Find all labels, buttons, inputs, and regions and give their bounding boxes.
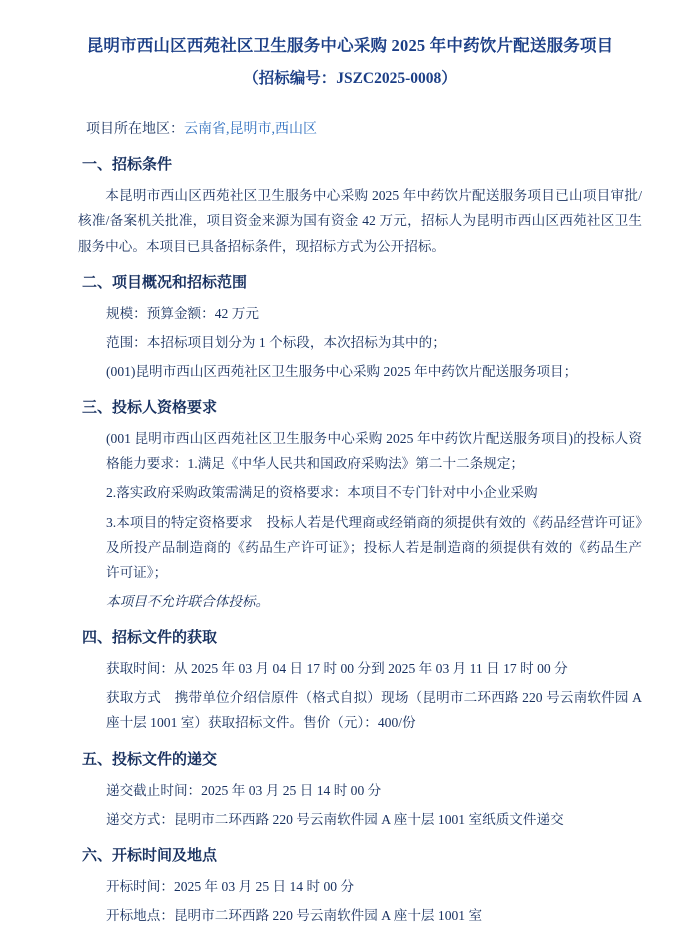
project-location	[86, 118, 642, 142]
paragraph: 2.落实政府采购政策需满足的资格要求：本项目不专门针对中小企业采购	[106, 485, 538, 501]
tender-number: （招标编号：JSZC2025-0008）	[243, 69, 457, 87]
section-body-3	[78, 426, 642, 614]
section-heading-2: 二、项目概况和招标范围	[82, 274, 248, 291]
paragraph: 递交截止时间：2025 年 03 月 25 日 14 时 00 分	[106, 782, 382, 798]
paragraph: 范围：本招标项目划分为 1 个标段，本次招标为其中的；	[106, 334, 446, 350]
page-title: 昆明市西山区西苑社区卫生服务中心采购 2025 年中药饮片配送服务项目	[86, 36, 614, 55]
section-body-1	[78, 183, 642, 258]
section-body-4	[78, 656, 642, 735]
paragraph: 开标地点：昆明市二环西路 220 号云南软件园 A 座十层 1001 室	[106, 908, 483, 924]
section-body-2	[78, 301, 642, 384]
section-heading-5: 五、投标文件的递交	[82, 751, 218, 768]
paragraph: (001 昆明市西山区西苑社区卫生服务中心采购 2025 年中药饮片配送服务项目)的投标人资格能力要求：1.满足《中华人民共和国政府采购法》第二十二条规定；	[106, 431, 642, 472]
paragraph: 规模：预算金额：42 万元	[106, 305, 259, 321]
paragraph: (001)昆明市西山区西苑社区卫生服务中心采购 2025 年中药饮片配送服务项目；	[106, 364, 578, 380]
paragraph: 获取方式 携带单位介绍信原件（格式自拟）现场（昆明市二环西路 220 号云南软件园 A 座十层 1001 室）获取招标文件。售价（元）：400/份	[106, 690, 642, 731]
section-heading-6: 六、开标时间及地点	[82, 847, 218, 864]
section-heading-4: 四、招标文件的获取	[82, 630, 218, 647]
section-heading-3: 三、投标人资格要求	[82, 400, 218, 417]
section-body-6	[78, 874, 642, 928]
paragraph: 获取时间：从 2025 年 03 月 04 日 17 时 00 分到 2025 年 03 月 11 日 17 时 00 分	[106, 661, 568, 677]
section-heading-1: 一、招标条件	[82, 157, 173, 174]
paragraph: 递交方式：昆明市二环西路 220 号云南软件园 A 座十层 1001 室纸质文件递交	[106, 811, 564, 827]
paragraph: 本昆明市西山区西苑社区卫生服务中心采购 2025 年中药饮片配送服务项目已山项目审批/核准/备案机关批准，项目资金来源为国有资金 42 万元，招标人为昆明市西山区西苑社区卫生服务中心。本项目已具备招标条件，现招标方式为公开招标。	[78, 188, 642, 254]
title-block	[58, 34, 642, 92]
project-location-label: 项目所在地区：	[86, 121, 184, 137]
paragraph: 本项目不允许联合体投标。	[106, 594, 270, 610]
paragraph: 开标时间：2025 年 03 月 25 日 14 时 00 分	[106, 878, 355, 894]
project-location-value: 云南省,昆明市,西山区	[184, 121, 317, 137]
section-body-5	[78, 778, 642, 832]
paragraph: 3.本项目的特定资格要求 投标人若是代理商或经销商的须提供有效的《药品经营许可证》及所投产品制造商的《药品生产许可证》；投标人若是制造商的须提供有效的《药品生产许可证》；	[106, 514, 642, 580]
